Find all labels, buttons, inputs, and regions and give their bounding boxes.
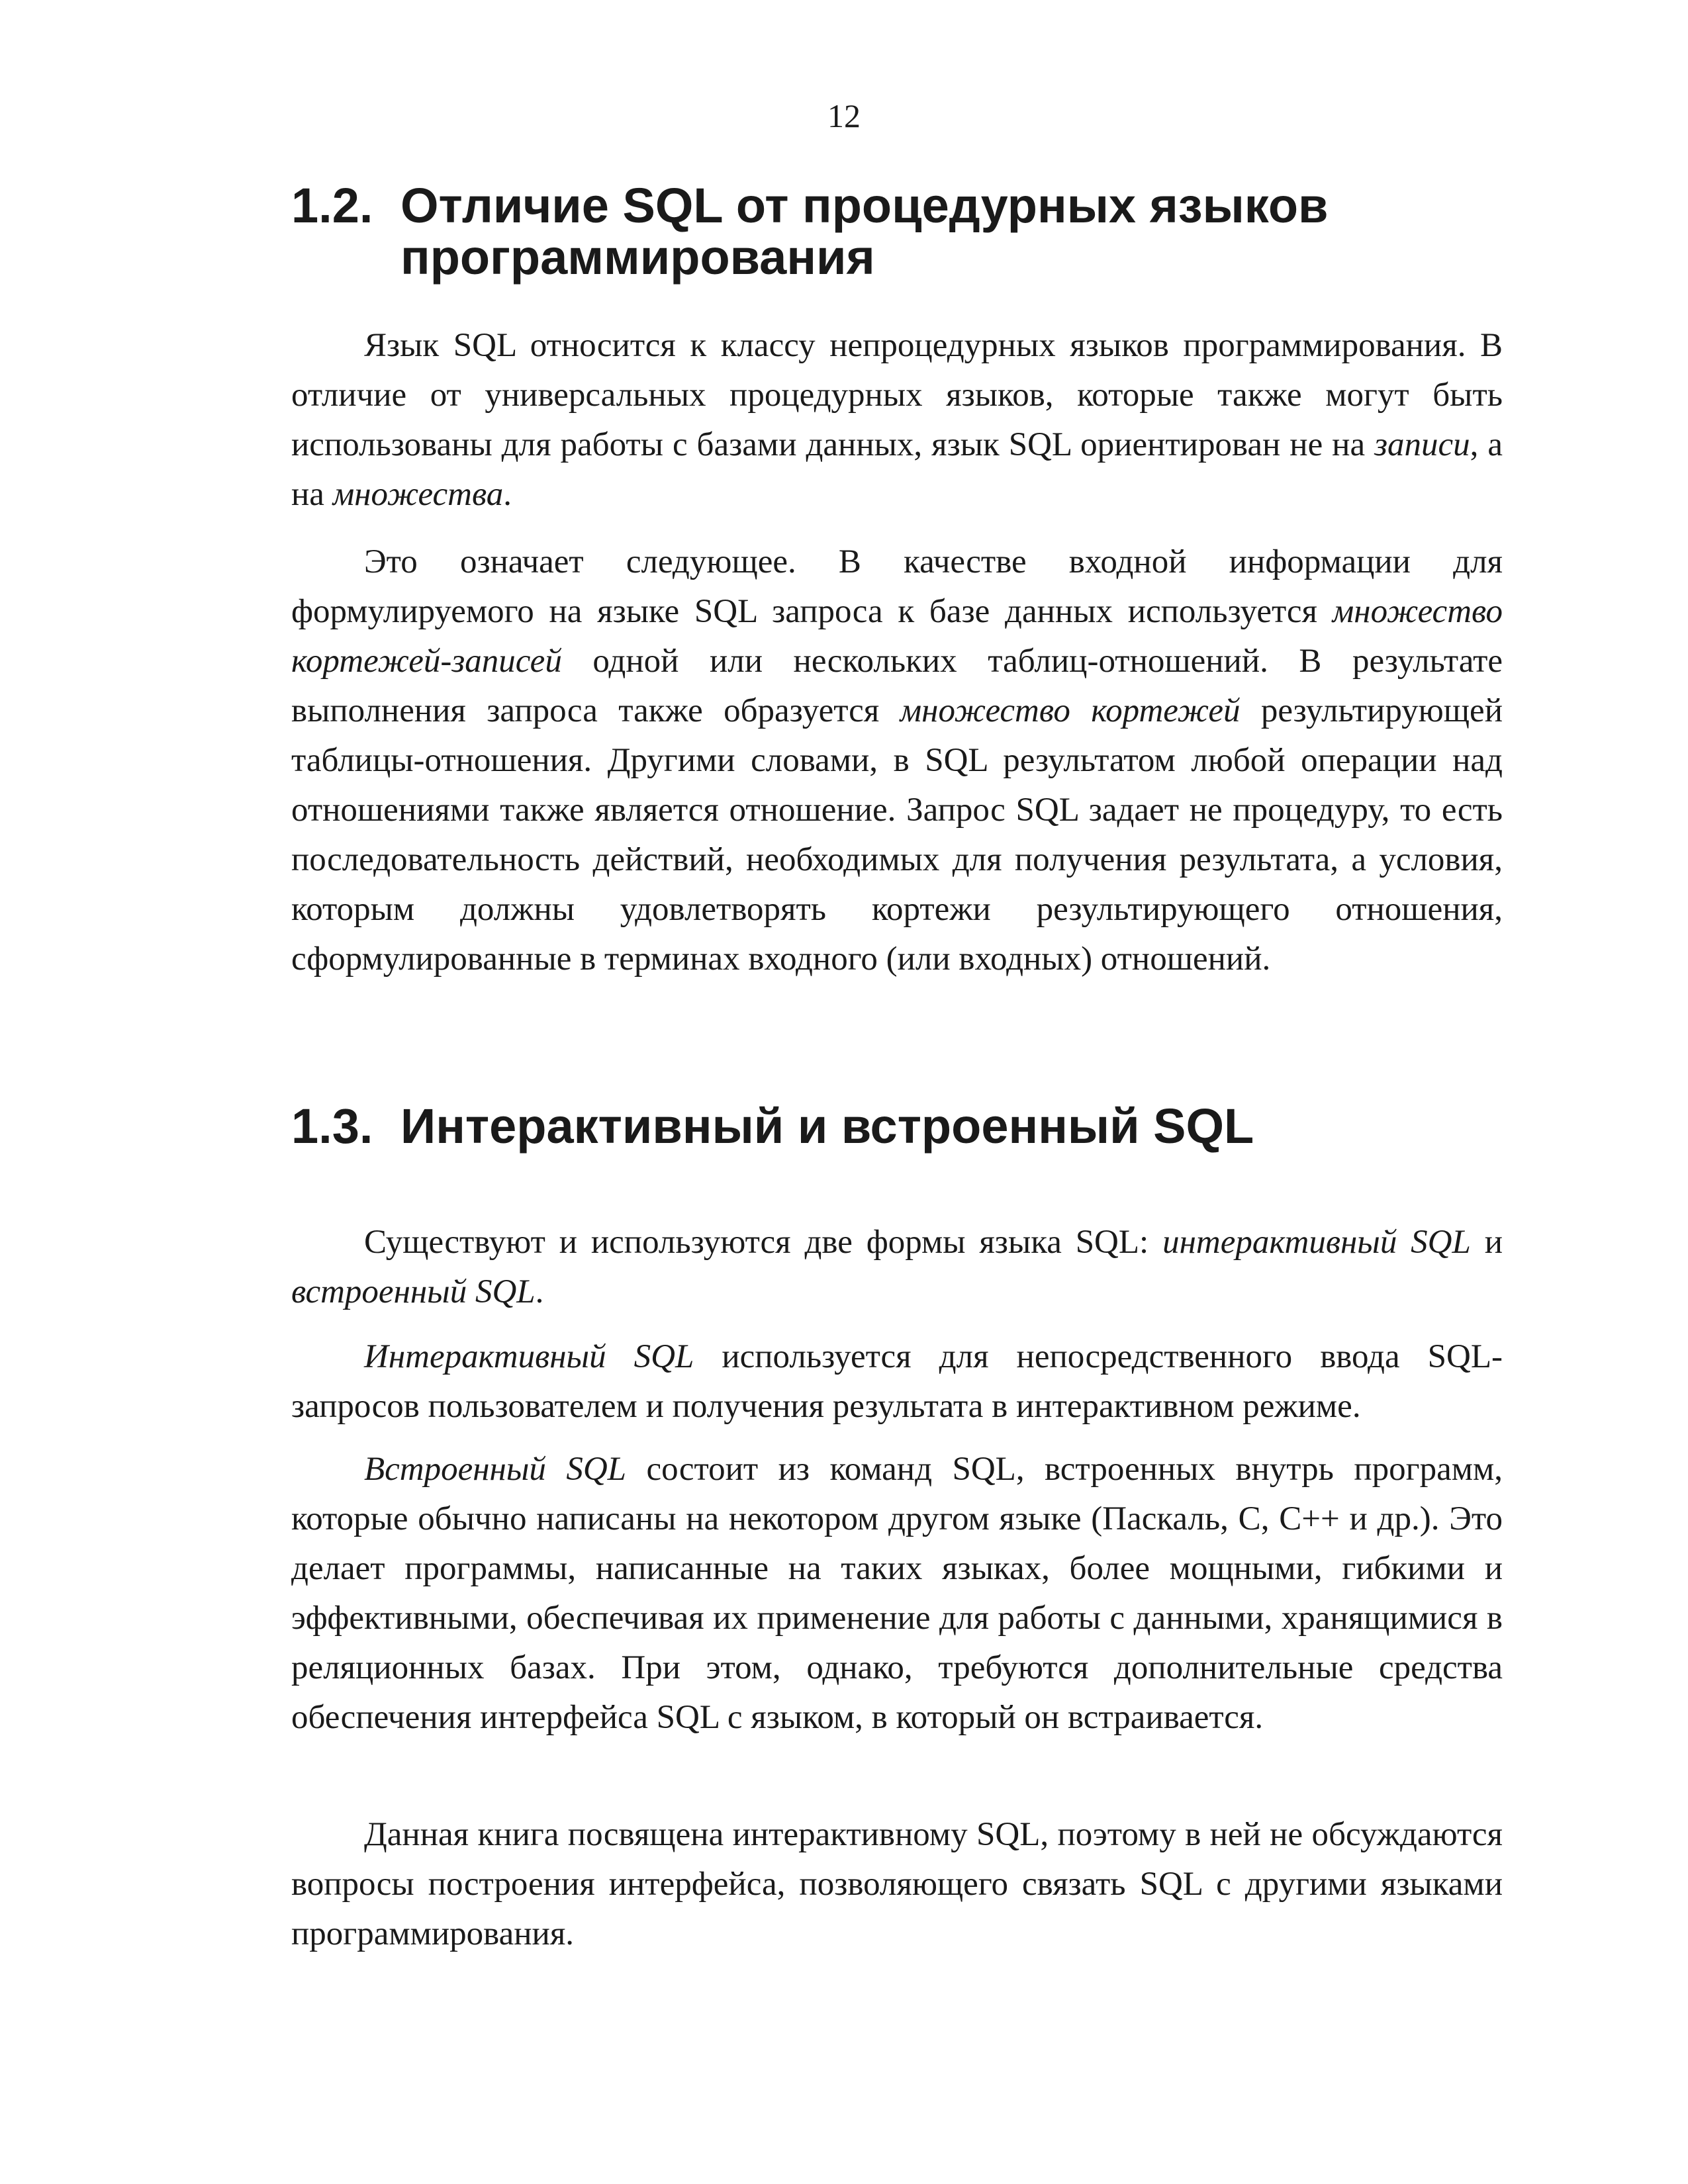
emphasis-text: Встроенный SQL xyxy=(364,1451,627,1488)
paragraph-text: одной или нескольких таблиц-отношений. В результате выполнения запроса также образуется xyxy=(291,643,1503,729)
section-heading-1-2 xyxy=(291,180,1503,283)
paragraph-text: Существуют и используются две формы языка SQL: xyxy=(364,1224,1163,1261)
paragraph-text: результирующей таблицы-отношения. Другими словами, в SQL результатом любой операции над отношениями также является отношение. Запрос SQL задает не процедуру, то есть последовательность действий, необходимых для получения результата, а условия, которым должны удовлетворять кортежи результирующего отношения, сформулированные в терминах входного (или входных) отношений. xyxy=(291,692,1503,978)
page-number: 12 xyxy=(827,97,861,134)
paragraph-text: . xyxy=(503,476,512,513)
section-title: Отличие SQL от процедурных языков программирования xyxy=(400,178,1329,285)
paragraph-text: Язык SQL относится к классу непроцедурных языков программирования. В отличие от универсальных процедурных языков, которые также могут быть использованы для работы с базами данных, язык SQL ориентирован не на xyxy=(291,327,1503,463)
paragraph-sets-explanation xyxy=(291,537,1503,984)
emphasis-text: встроенный SQL xyxy=(291,1273,536,1310)
emphasis-text: множества xyxy=(332,476,504,513)
section-title: Интерактивный и встроенный SQL xyxy=(400,1099,1254,1154)
emphasis-text: Интерактивный SQL xyxy=(364,1338,694,1375)
paragraph-interactive-sql xyxy=(291,1332,1503,1432)
paragraph-text: состоит из команд SQL, встроенных внутрь программ, которые обычно написаны на некотором другом языке (Паскаль, С, С++ и др.). Это делает программы, написанные на таких языках, более мощными, гибкими и эффективными, обеспечивая их применение для работы с данными, хранящимися в реляционных базах. При этом, однако, требуются дополнительные средства обеспечения интерфейса SQL с языком, в который он встраивается. xyxy=(291,1451,1503,1736)
paragraph-text: и xyxy=(1470,1224,1503,1261)
paragraph-text: используется для непосредственного ввода SQL-запросов пользователем и получения результата в интерактивном режиме. xyxy=(291,1338,1503,1425)
section-heading-1-3 xyxy=(291,1101,1503,1152)
paragraph-text: . xyxy=(535,1273,544,1310)
paragraph-sql-forms xyxy=(291,1218,1503,1317)
emphasis-text: множество кортежей xyxy=(900,692,1241,729)
paragraph-embedded-sql xyxy=(291,1445,1503,1743)
paragraph-text: Данная книга посвящена интерактивному SQL, поэтому в ней не обсуждаются вопросы построения интерфейса, позволяющего связать SQL с другими языками программирования. xyxy=(291,1816,1503,1952)
emphasis-text: множество кортежей-записей xyxy=(291,593,1503,680)
section-number: 1.2. xyxy=(291,178,373,233)
emphasis-text: интерактивный SQL xyxy=(1162,1224,1471,1261)
paragraph-text: , а на xyxy=(291,426,1503,513)
section-number: 1.3. xyxy=(291,1099,373,1154)
paragraph-sql-nonprocedural xyxy=(291,321,1503,520)
paragraph-text: Это означает следующее. В качестве входной информации для формулируемого на языке SQL запроса к базе данных используется xyxy=(291,543,1503,630)
emphasis-text: записи xyxy=(1374,426,1470,463)
paragraph-book-scope xyxy=(291,1810,1503,1959)
